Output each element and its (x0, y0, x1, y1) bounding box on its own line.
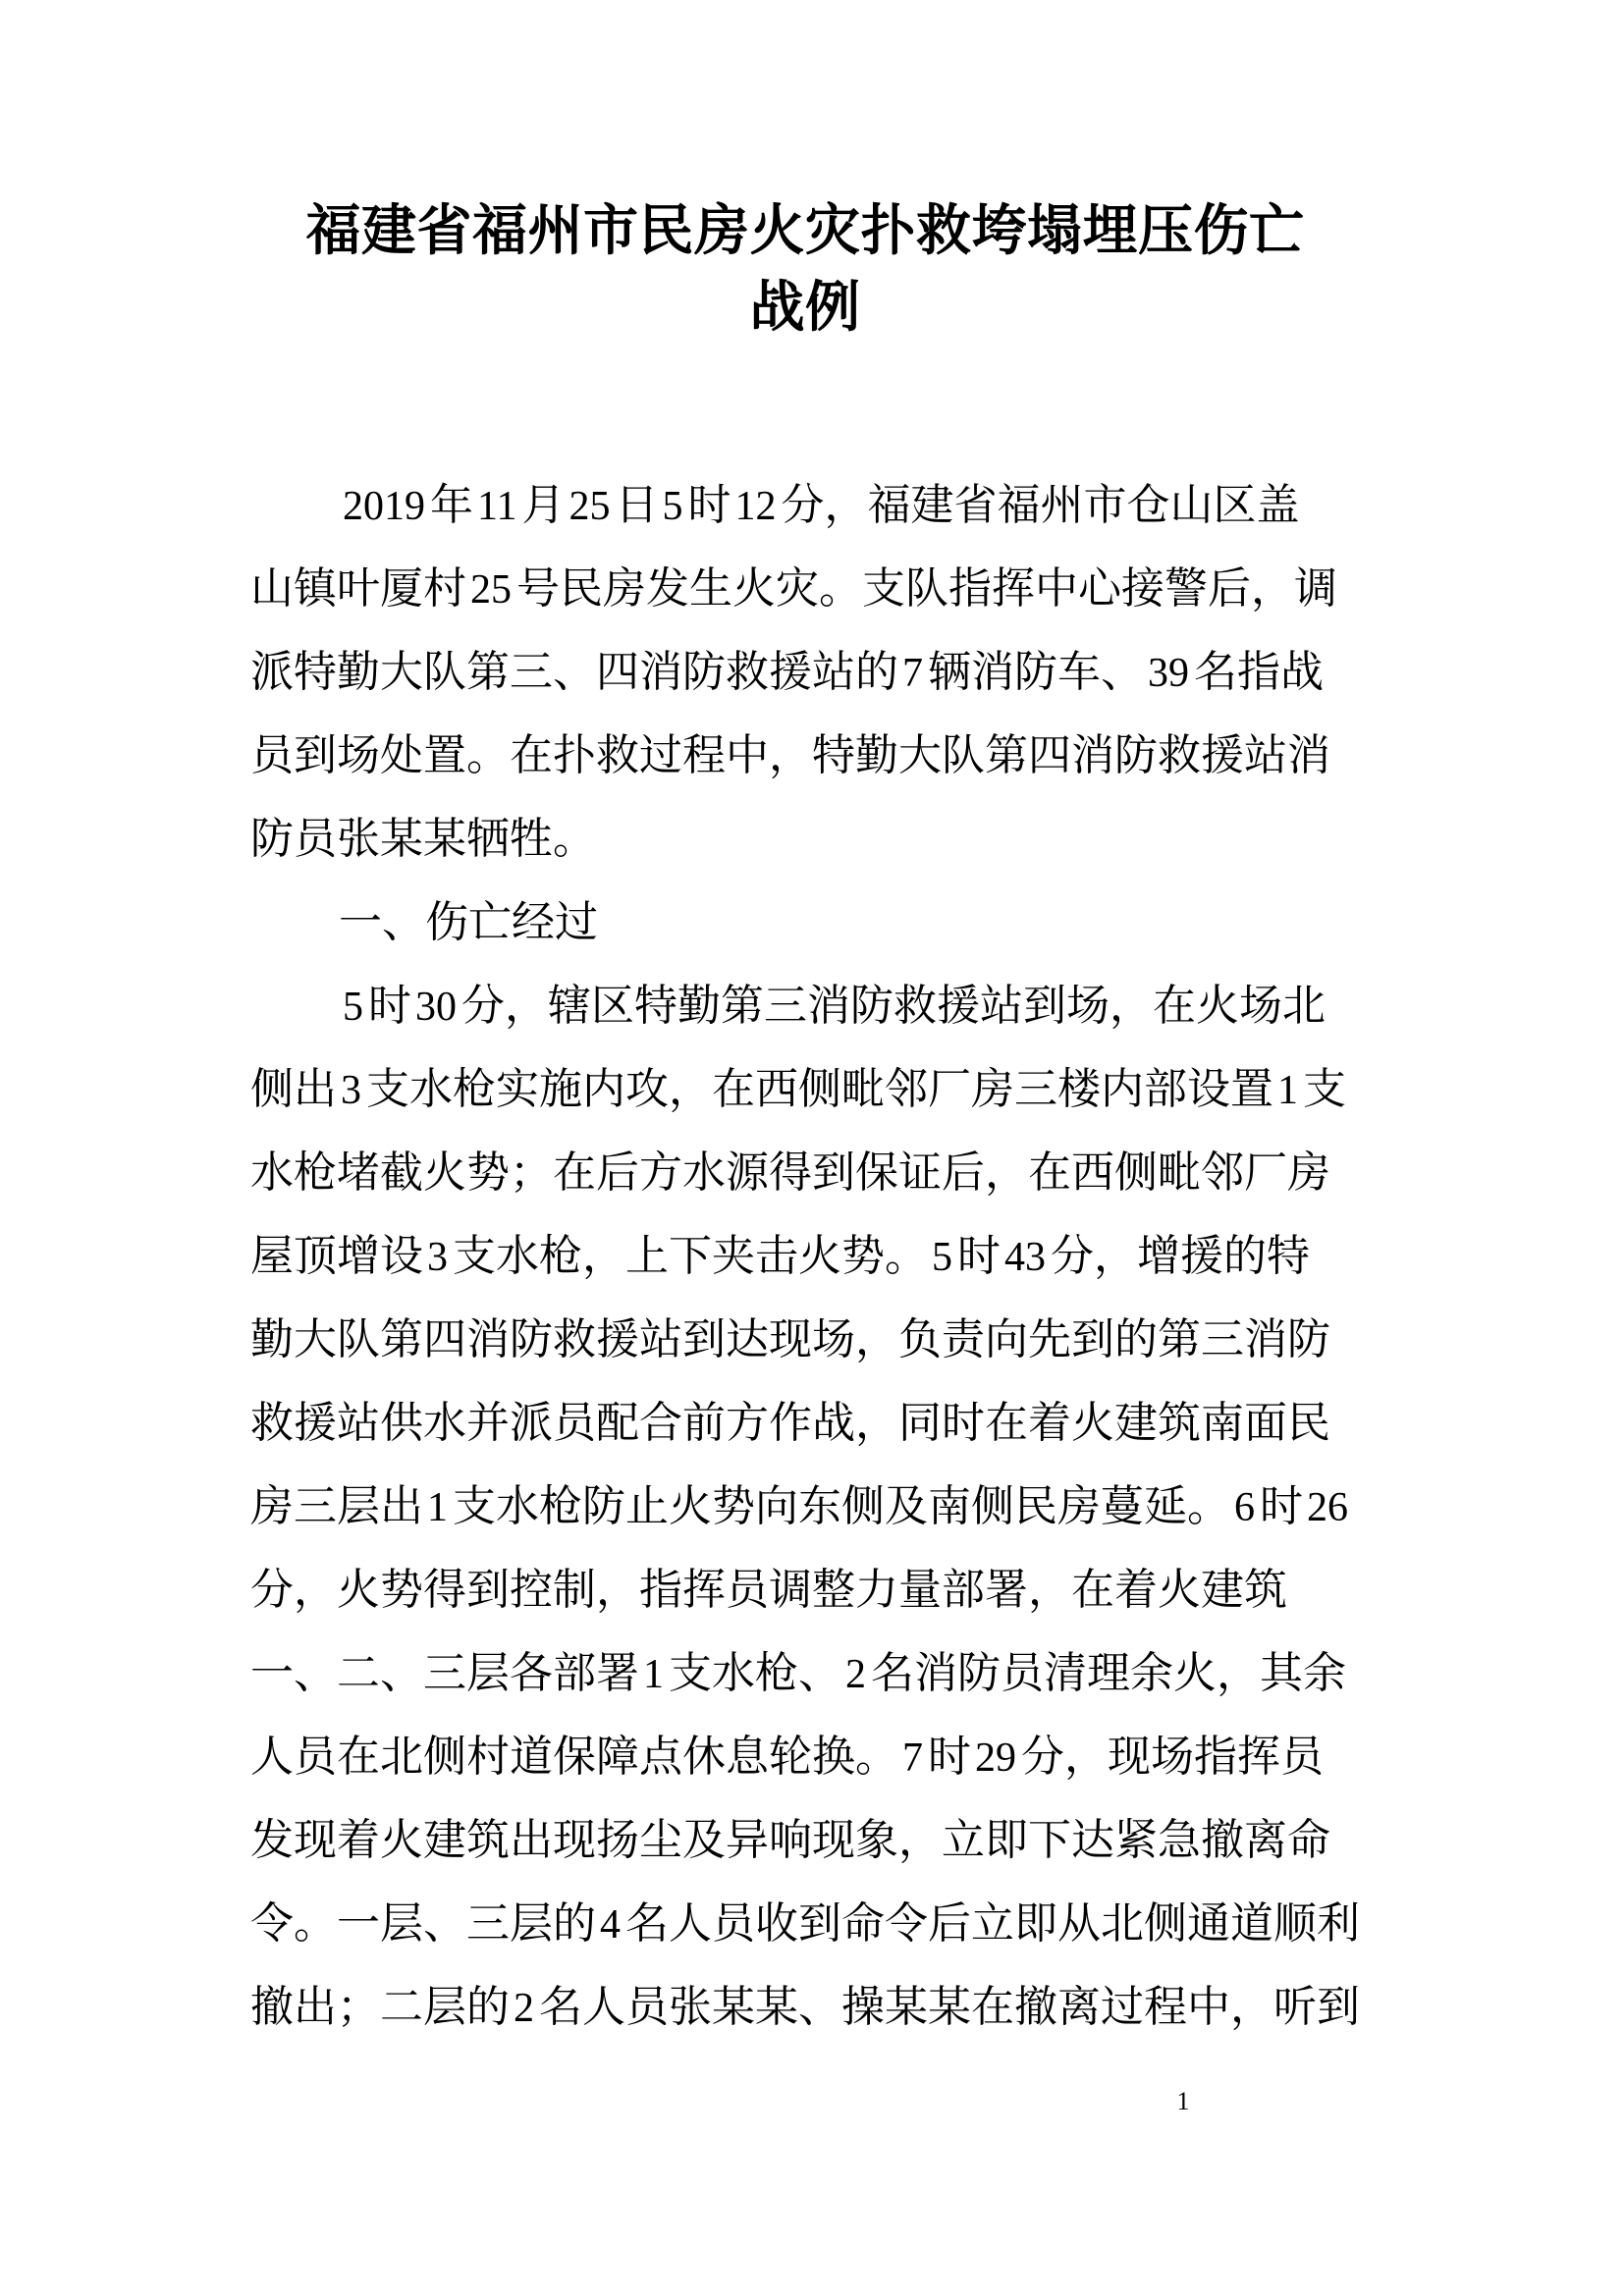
numeral-text: 1 (1277, 1068, 1298, 1113)
numeral-text: 7 (902, 651, 923, 696)
numeral-text: 25 (568, 484, 611, 529)
numeral-text: 43 (1004, 1235, 1046, 1280)
cjk-text: 防员张某某牺牲。 (250, 815, 596, 863)
cjk-text: 分，辖区特勤第三消防救援站到场，在火场北 (461, 982, 1326, 1030)
cjk-text: 支水枪防止火势向东侧及南侧民房蔓延。 (453, 1482, 1230, 1530)
numeral-text: 5 (343, 985, 363, 1030)
body-line (250, 630, 1360, 714)
body-line (250, 1631, 1360, 1715)
body-line (250, 1965, 1360, 2049)
cjk-text: 令。一层、三层的 (250, 1899, 596, 1948)
cjk-text: 一、二、三层各部署 (250, 1649, 639, 1697)
body-line (250, 1381, 1360, 1465)
cjk-text: 水枪堵截火势；在后方水源得到保证后，在西侧毗邻厂房 (250, 1148, 1330, 1197)
cjk-text: 一、伤亡经过 (339, 898, 598, 946)
cjk-text: 时 (368, 982, 411, 1030)
cjk-text: 时 (957, 1232, 1001, 1280)
body-line (250, 1548, 1360, 1631)
cjk-text: 号民房发生火灾。支队指挥中心接警后，调 (516, 564, 1337, 613)
body-line (250, 1882, 1360, 1965)
body-line (250, 964, 1360, 1047)
body-line (250, 1131, 1360, 1214)
numeral-text: 11 (477, 484, 517, 529)
numeral-text: 2 (845, 1652, 866, 1697)
numeral-text: 26 (1307, 1485, 1348, 1530)
numeral-text: 7 (902, 1735, 923, 1781)
cjk-text: 名人员张某某、操某某在撤离过程中，听到 (539, 1983, 1360, 2031)
document-body (250, 463, 1360, 2049)
page-number: 1 (1176, 2087, 1190, 2115)
cjk-text: 发现着火建筑出现扬尘及异响现象，立即下达紧急撤离命 (250, 1816, 1330, 1864)
numeral-text: 30 (415, 985, 457, 1030)
cjk-text: 山镇叶厦村 (250, 564, 466, 613)
numeral-text: 4 (600, 1902, 621, 1948)
cjk-text: 辆消防车、 (928, 648, 1144, 696)
cjk-text: 日 (615, 481, 659, 529)
body-line (250, 1465, 1360, 1548)
cjk-text: 屋顶增设 (250, 1232, 423, 1280)
cjk-text: 撤出；二层的 (250, 1983, 510, 2031)
numeral-text: 1 (643, 1652, 664, 1697)
cjk-text: 名指战 (1194, 648, 1324, 696)
body-line (250, 1298, 1360, 1381)
body-line (250, 1047, 1360, 1131)
body-line (250, 714, 1360, 797)
cjk-text: 房三层出 (250, 1482, 423, 1530)
cjk-text: 救援站供水并派员配合前方作战，同时在着火建筑南面民 (250, 1399, 1330, 1447)
body-line (250, 797, 1360, 881)
numeral-text: 5 (662, 484, 683, 529)
cjk-text: 时 (687, 481, 731, 529)
body-line (250, 1715, 1360, 1798)
page-title-line-2: 战例 (749, 276, 861, 338)
numeral-text: 25 (470, 567, 512, 613)
cjk-text: 分，现场指挥员 (1021, 1733, 1324, 1781)
cjk-text: 分，增援的特 (1051, 1232, 1310, 1280)
page-title (206, 192, 1404, 346)
cjk-text: 名人员收到命令后立即从北侧通道顺利 (625, 1899, 1360, 1948)
cjk-text: 侧出 (250, 1065, 337, 1113)
numeral-text: 12 (734, 484, 777, 529)
body-line (250, 1214, 1360, 1298)
cjk-text: 支 (1303, 1065, 1346, 1113)
numeral-text: 29 (975, 1735, 1016, 1781)
body-line (250, 547, 1360, 630)
numeral-text: 39 (1148, 651, 1189, 696)
cjk-text: 年 (430, 481, 473, 529)
cjk-text: 支水枪、 (669, 1649, 841, 1697)
cjk-text: 时 (928, 1733, 971, 1781)
body-line (250, 1798, 1360, 1882)
cjk-text: 支水枪，上下夹击火势。 (453, 1232, 928, 1280)
numeral-text: 2019 (343, 484, 425, 529)
numeral-text: 6 (1234, 1485, 1255, 1530)
cjk-text: 分，福建省福州市仓山区盖 (781, 481, 1300, 529)
cjk-text: 时 (1260, 1482, 1303, 1530)
numeral-text: 5 (932, 1235, 952, 1280)
page-title-line-1: 福建省福州市民房火灾扑救垮塌埋压伤亡 (305, 199, 1305, 261)
cjk-text: 分，火势得到控制，指挥员调整力量部署，在着火建筑 (250, 1566, 1287, 1614)
numeral-text: 1 (427, 1485, 448, 1530)
cjk-text: 名消防员清理余火，其余 (871, 1649, 1346, 1697)
cjk-text: 支水枪实施内攻，在西侧毗邻厂房三楼内部设置 (366, 1065, 1273, 1113)
numeral-text: 3 (427, 1235, 448, 1280)
body-line (250, 463, 1360, 547)
cjk-text: 勤大队第四消防救援站到达现场，负责向先到的第三消防 (250, 1315, 1330, 1363)
cjk-text: 派特勤大队第三、四消防救援站的 (250, 648, 898, 696)
numeral-text: 2 (514, 1986, 534, 2031)
cjk-text: 月 (521, 481, 566, 529)
cjk-text: 人员在北侧村道保障点休息轮换。 (250, 1733, 898, 1781)
section-heading (250, 881, 1360, 964)
cjk-text: 员到场处置。在扑救过程中，特勤大队第四消防救援站消 (250, 731, 1330, 779)
numeral-text: 3 (341, 1068, 361, 1113)
